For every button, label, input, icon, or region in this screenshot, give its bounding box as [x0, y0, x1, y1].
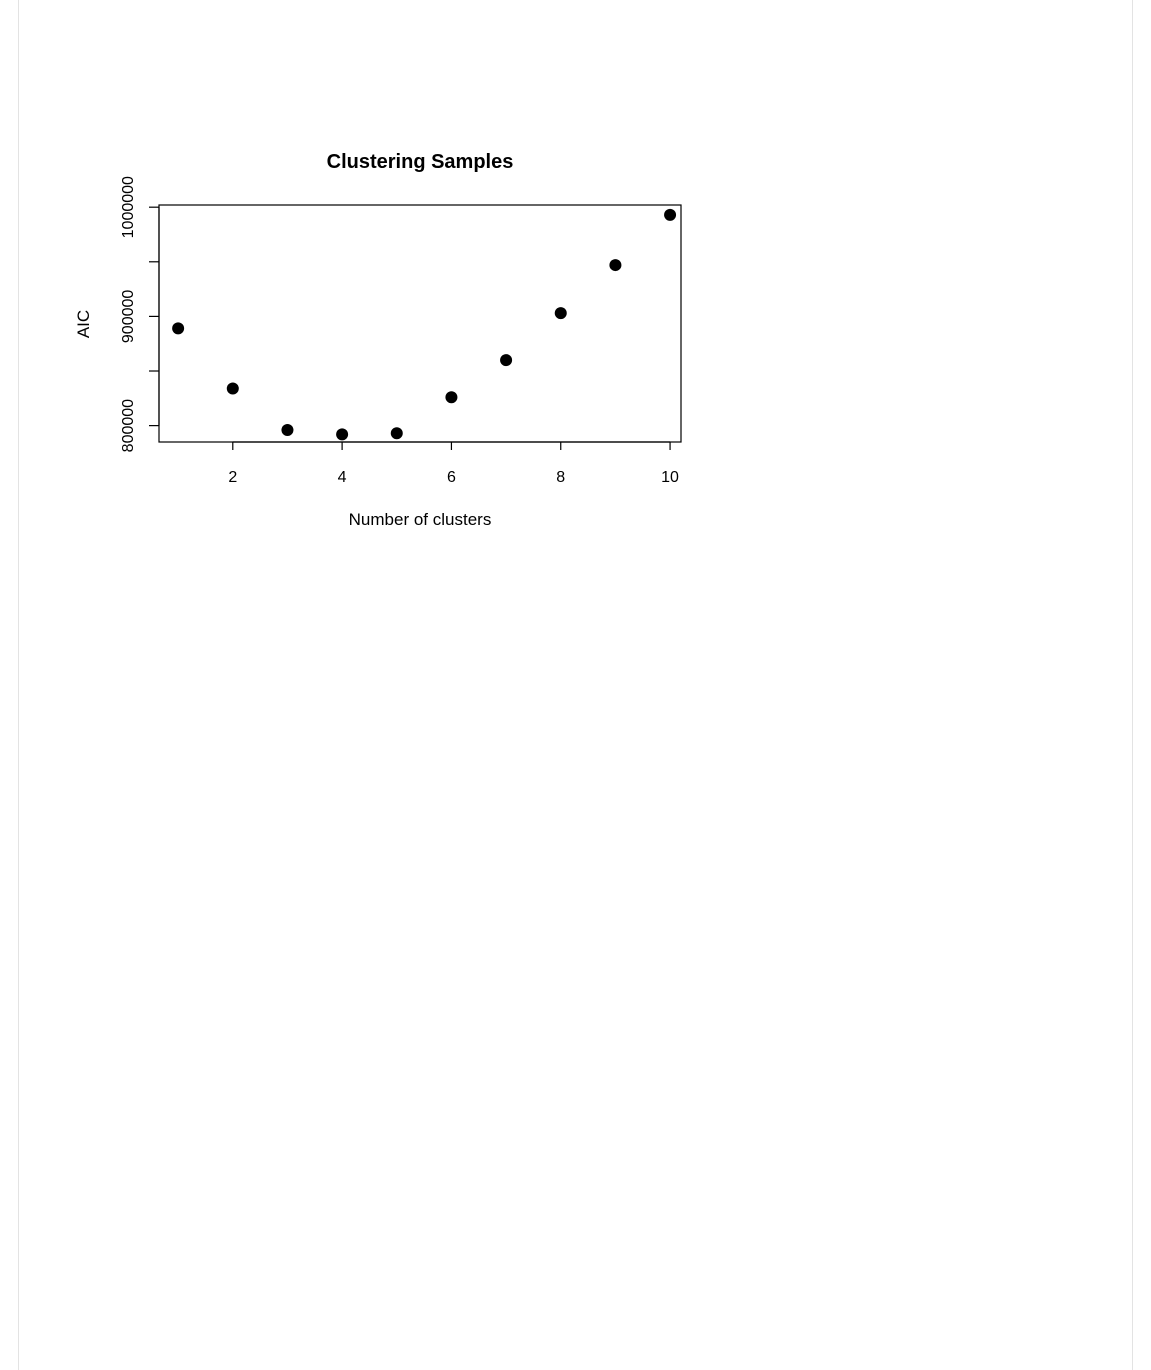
x-axis-label: Number of clusters: [348, 510, 492, 529]
x-axis: [228, 442, 679, 486]
data-point: [555, 307, 567, 319]
x-tick-label: 10: [661, 469, 679, 486]
chart-title: Clustering Samples: [326, 151, 514, 173]
data-point: [336, 428, 348, 440]
x-tick-label: 4: [337, 469, 347, 486]
data-point: [664, 209, 676, 221]
data-point: [281, 424, 293, 436]
data-point: [500, 354, 512, 366]
data-point: [172, 322, 184, 334]
data-point: [445, 391, 457, 403]
y-axis-label: AIC: [74, 309, 93, 339]
y-tick-label: 800000: [120, 398, 137, 453]
data-point: [391, 427, 403, 439]
data-point: [227, 382, 239, 394]
x-tick-label: 6: [446, 469, 456, 486]
y-tick-label: 1000000: [120, 176, 137, 239]
plot-frame: [159, 205, 681, 442]
x-tick-label: 8: [556, 469, 566, 486]
data-point: [609, 259, 621, 271]
x-tick-label: 2: [228, 469, 238, 486]
data-points: [172, 209, 676, 441]
y-tick-label: 900000: [120, 289, 137, 344]
y-axis: [120, 176, 159, 452]
